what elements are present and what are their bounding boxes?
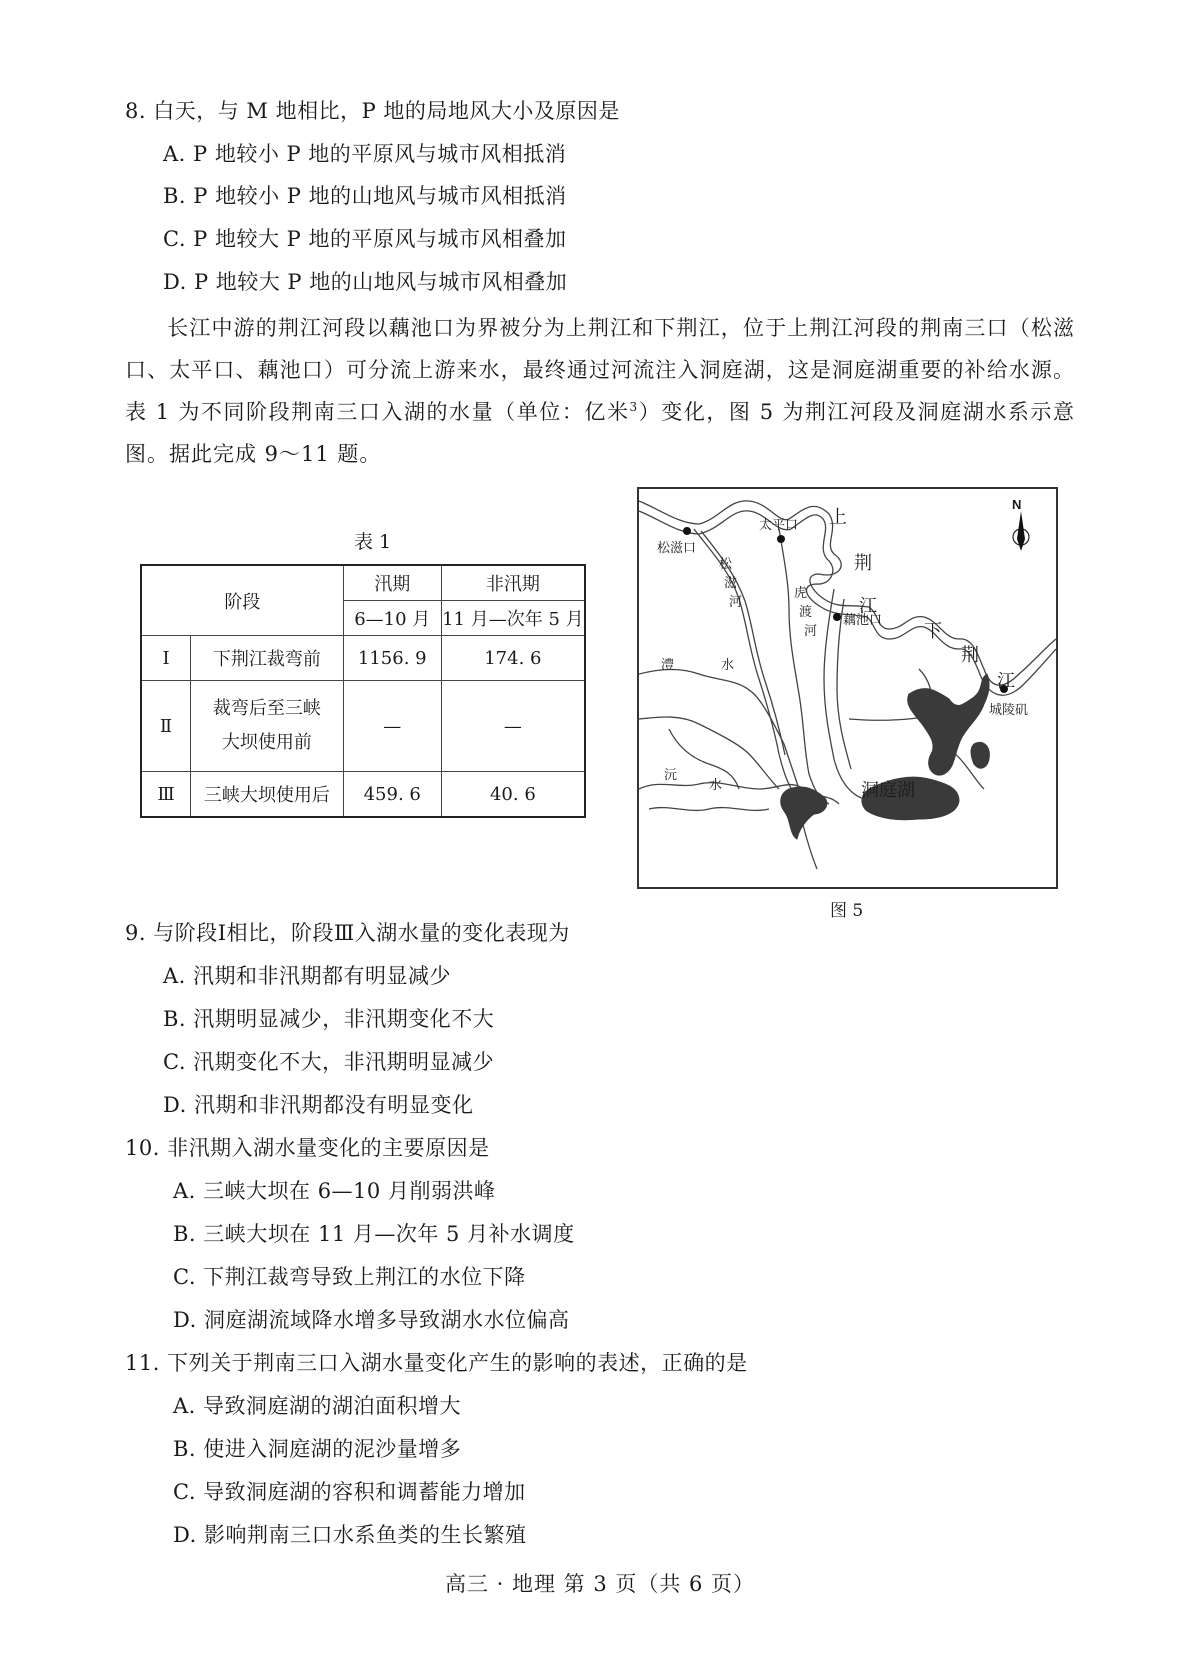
table-1 [140,564,586,818]
table-row [141,636,585,681]
passage [125,307,1075,475]
table-header-flood: 汛期 [343,565,441,601]
table-row-stage [191,681,344,772]
q10-option-b: B. 三峡大坝在 11 月—次年 5 月补水调度 [173,1222,575,1246]
river-map-drawing [639,489,1056,887]
table-row-stage: 三峡大坝使用后 [191,772,344,818]
q8-option-d: D. P 地较大 P 地的山地风与城市风相叠加 [163,270,568,294]
q11-stem: 11. 下列关于荆南三口入湖水量变化产生的影响的表述，正确的是 [125,1351,748,1375]
q11-option-a: A. 导致洞庭湖的湖泊面积增大 [173,1394,462,1418]
page-footer: 高三 · 地理 第 3 页（共 6 页） [444,1572,756,1596]
table-row-num: Ⅱ [141,681,191,772]
table-row-num: Ⅲ [141,772,191,818]
table-header-nonflood-months: 11 月—次年 5 月 [441,601,585,636]
table-row-num: Ⅰ [141,636,191,681]
label-shang: 上 [829,507,847,528]
taipingkou-marker [777,535,785,543]
label-jing1: 荆 [854,553,872,574]
label-shui1: 水 [721,658,735,673]
q8-option-b: B. P 地较小 P 地的山地风与城市风相抵消 [163,184,567,208]
label-hu: 虎 [794,586,808,601]
table-row-nonflood: 174. 6 [441,636,585,681]
table-row-stage-line1: 裁弯后至三峡 [212,698,321,719]
table-header-flood-months: 6—10 月 [343,601,441,636]
table-header-nonflood: 非汛期 [441,565,585,601]
q8-stem: 8. 白天，与 M 地相比，P 地的局地风大小及原因是 [125,99,620,123]
q9-option-d: D. 汛期和非汛期都没有明显变化 [163,1093,474,1117]
table-caption: 表 1 [354,531,392,553]
songzikou-marker [683,527,691,535]
passage-text-2: ）变化，图 5 为荆江河段及洞庭湖水系示意图。据此完成 9～11 题。 [125,400,1075,466]
table-row-stage: 下荆江裁弯前 [191,636,344,681]
table-row-nonflood: 40. 6 [441,772,585,818]
table-row [141,681,585,772]
table-row-flood: — [343,681,441,772]
label-du: 渡 [799,605,813,620]
label-shui2: 水 [709,778,723,793]
q10-stem: 10. 非汛期入湖水量变化的主要原因是 [125,1136,490,1160]
label-ouchikou: 藕池口 [843,613,883,628]
q10-option-a: A. 三峡大坝在 6—10 月削弱洪峰 [173,1179,496,1203]
table-row-stage-line2: 大坝使用前 [221,732,312,753]
table-header-stage: 阶段 [141,565,343,636]
figure-caption: 图 5 [830,901,864,921]
label-chenglingji: 城陵矶 [989,703,1029,718]
label-zi: 滋 [724,576,738,591]
label-jing2: 荆 [961,645,979,666]
label-yuan: 沅 [664,768,678,783]
label-dongtinghu: 洞庭湖 [861,780,915,801]
label-songzikou: 松滋口 [657,541,697,556]
label-song: 松 [719,557,733,572]
passage-sup: 3 [629,400,639,414]
table-row-flood: 1156. 9 [343,636,441,681]
label-xia: 下 [924,621,942,642]
label-jiang2: 江 [997,671,1015,692]
label-jiang1: 江 [859,596,877,617]
label-li: 澧 [661,658,675,673]
river-lines [639,501,1056,869]
q9-option-c: C. 汛期变化不大，非汛期明显减少 [163,1050,495,1074]
q10-option-c: C. 下荆江裁弯导致上荆江的水位下降 [173,1265,526,1289]
q9-stem: 9. 与阶段Ⅰ相比，阶段Ⅲ入湖水量的变化表现为 [125,921,570,945]
ouchikou-marker [833,613,841,621]
q10-option-d: D. 洞庭湖流域降水增多导致湖水水位偏高 [173,1308,570,1332]
table-row [141,772,585,818]
label-he1: 河 [729,595,743,610]
q8-option-a: A. P 地较小 P 地的平原风与城市风相抵消 [163,142,567,166]
q9-option-b: B. 汛期明显减少，非汛期变化不大 [163,1007,495,1031]
north-arrow-icon [1013,511,1029,551]
q9-option-a: A. 汛期和非汛期都有明显减少 [163,964,452,988]
q11-option-c: C. 导致洞庭湖的容积和调蓄能力增加 [173,1480,526,1504]
q8-option-c: C. P 地较大 P 地的平原风与城市风相叠加 [163,227,567,251]
north-label: N [1012,497,1022,512]
table-row-flood: 459. 6 [343,772,441,818]
q11-option-b: B. 使进入洞庭湖的泥沙量增多 [173,1437,462,1461]
figure-5-map [637,487,1058,889]
label-taipingkou: 太平口 [759,518,799,533]
q11-option-d: D. 影响荆南三口水系鱼类的生长繁殖 [173,1523,527,1547]
label-he2: 河 [804,624,818,639]
table-row-nonflood: — [441,681,585,772]
passage-text-1: 长江中游的荆江河段以藕池口为界被分为上荆江和下荆江，位于上荆江河段的荆南三口（松滋口、太平口、藕池口）可分流上游来水，最终通过河流注入洞庭湖，这是洞庭湖重要的补给水源。表 1 为不同阶段荆南三口入湖的水量（单位：亿米 [125,316,1075,424]
